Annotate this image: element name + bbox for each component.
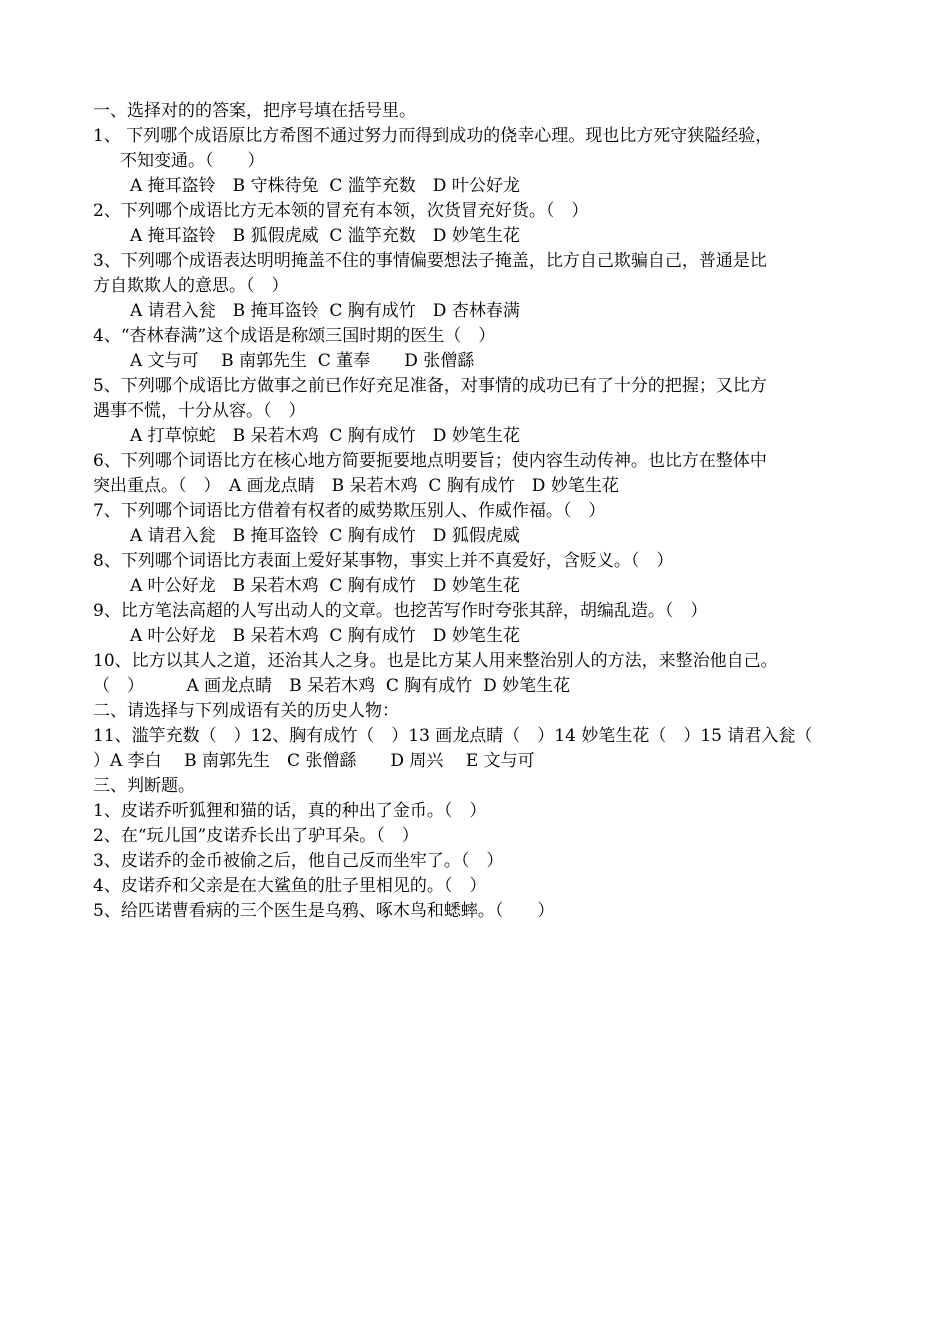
judge-item-5: 5、给匹诺曹看病的三个医生是乌鸦、啄木鸟和蟋蟀。（ ）	[93, 901, 555, 921]
section-heading-2: 二、请选择与下列成语有关的历史人物：	[93, 701, 399, 721]
question-8-options: A 叶公好龙 B 呆若木鸡 C 胸有成竹 D 妙笔生花	[130, 576, 520, 596]
question-2: 2、下列哪个成语比方无本领的冒充有本领，次货冒充好货。（ ）	[93, 201, 589, 221]
question-4: 4、“杏林春满”这个成语是称颂三国时期的医生（ ）	[93, 326, 496, 346]
question-3: 3、下列哪个成语表达明明掩盖不住的事情偏要想法子掩盖，比方自己欺骗自己，普通是比	[93, 251, 767, 271]
question-5-options: A 打草惊蛇 B 呆若木鸡 C 胸有成竹 D 妙笔生花	[130, 426, 520, 446]
question-3-continued: 方自欺欺人的意思。（ ）	[93, 276, 289, 296]
question-4-options: A 文与可 B 南郭先生 C 董奉 D 张僧繇	[130, 351, 475, 371]
question-2-options: A 掩耳盗铃 B 狐假虎威 C 滥竽充数 D 妙笔生花	[130, 226, 520, 246]
question-1-continued: 不知变通。（ ）	[120, 151, 265, 171]
section-heading-3: 三、判断题。	[93, 776, 195, 796]
judge-item-3: 3、皮诺乔的金币被偷之后，他自己反而坐牢了。（ ）	[93, 851, 504, 871]
question-10-options: （ ） A 画龙点睛 B 呆若木鸡 C 胸有成竹 D 妙笔生花	[93, 676, 571, 696]
question-10: 10、比方以其人之道，还治其人之身。也是比方某人用来整治别人的方法，来整治他自己。	[93, 651, 778, 671]
judge-item-4: 4、皮诺乔和父亲是在大鲨鱼的肚子里相见的。（ ）	[93, 876, 487, 896]
question-6-continued: 突出重点。（ ） A 画龙点睛 B 呆若木鸡 C 胸有成竹 D 妙笔生花	[93, 476, 619, 496]
judge-item-1: 1、皮诺乔听狐狸和猫的话，真的种出了金币。（ ）	[93, 801, 487, 821]
question-1-options: A 掩耳盗铃 B 守株待兔 C 滥竽充数 D 叶公好龙	[130, 176, 520, 196]
question-7: 7、下列哪个词语比方借着有权者的威势欺压别人、作威作福。（ ）	[93, 501, 606, 521]
question-9: 9、比方笔法高超的人写出动人的文章。也挖苦写作时夸张其辞，胡编乱造。（ ）	[93, 601, 708, 621]
question-3-options: A 请君入瓮 B 掩耳盗铃 C 胸有成竹 D 杏林春满	[130, 301, 520, 321]
question-5-continued: 遇事不慌，十分从容。（ ）	[93, 401, 306, 421]
section-heading-1: 一、选择对的的答案，把序号填在括号里。	[93, 101, 416, 121]
question-6: 6、下列哪个词语比方在核心地方简要扼要地点明要旨；使内容生动传神。也比方在整体中	[93, 451, 767, 471]
question-8: 8、下列哪个词语比方表面上爱好某事物，事实上并不真爱好，含贬义。（ ）	[93, 551, 674, 571]
question-9-options: A 叶公好龙 B 呆若木鸡 C 胸有成竹 D 妙笔生花	[130, 626, 520, 646]
judge-item-2: 2、在“玩儿国”皮诺乔长出了驴耳朵。（ ）	[93, 826, 419, 846]
question-1: 1、 下列哪个成语原比方希图不通过努力而得到成功的侥幸心理。现也比方死守狭隘经验，	[93, 126, 773, 146]
matching-questions: 11、滥竽充数（ ）12、胸有成竹（ ）13 画龙点睛（ ）14 妙笔生花（ ）15 请君入瓮（	[93, 726, 813, 746]
question-7-options: A 请君入瓮 B 掩耳盗铃 C 胸有成竹 D 狐假虎威	[130, 526, 520, 546]
matching-options: ）A 李白 B 南郭先生 C 张僧繇 D 周兴 E 文与可	[93, 751, 535, 771]
question-5: 5、下列哪个成语比方做事之前已作好充足准备，对事情的成功已有了十分的把握；又比方	[93, 376, 767, 396]
